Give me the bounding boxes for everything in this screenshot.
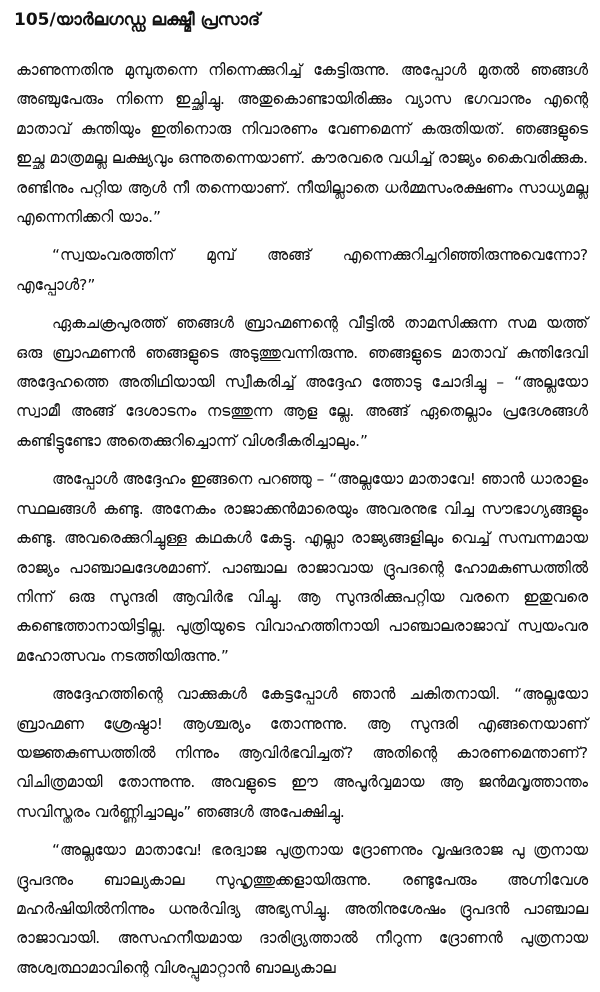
paragraph-1: കാണുന്നതിനു മുമ്പുതന്നെ നിന്നെക്കുറിച്ച് കേട്ടിരുന്നു. അപ്പോൾ മുതൽ ഞങ്ങൾ അഞ്ചുപേരും നിന്നെ ഇച്ഛിച്ചു. അതുകൊണ്ടായിരിക്കും വ്യാസ ഭഗവാനും എന്റെ മാതാവ് കുന്തിയും ഇതിനൊരു നിവാരണം വേണമെന്ന് കരുതിയത്. ഞങ്ങളുടെ ഇച്ഛ മാത്രമല്ല ലക്ഷ്യവും ഒന്നുതന്നെയാണ്. കൗരവരെ വധിച്ച് രാജ്യം കൈവരിക്കുക. രണ്ടിനും പറ്റിയ ആൾ നീ തന്നെയാണ്. നീയില്ലാതെ ധർമ്മസംരക്ഷണം സാധ്യമല്ല എന്നെനിക്കറി യാം.” (16, 61, 588, 227)
paragraph-4: അപ്പോൾ അദ്ദേഹം ഇങ്ങനെ പറഞ്ഞു – “അല്ലയോ മാതാവേ! ഞാൻ ധാരാളം സ്ഥലങ്ങൾ കണ്ടു. അനേകം രാജാക്കൻമാരെയും അവരനുഭ വിച്ച സൗഭാഗ്യങ്ങളും കണ്ടു. അവരെക്കുറിച്ചുള്ള കഥകൾ കേട്ടു. എല്ലാ രാജ്യങ്ങളിലും വെച്ച് സമ്പന്നമായ രാജ്യം പാഞ്ചാലദേശമാണ്. പാഞ്ചാല രാജാവായ ദ്രുപദന്റെ ഹോമകുണ്ഡത്തിൽ നിന്ന് ഒരു സുന്ദരി ആവിർഭ വിച്ചു. ആ സുന്ദരിക്കുപറ്റിയ വരനെ ഇതുവരെ കണ്ടെത്താനായിട്ടില്ല. പുത്രിയുടെ വിവാഹത്തിനായി പാഞ്ചാലരാജാവ് സ്വയംവര മഹോത്സവം നടത്തിയിരുന്നു.” (16, 470, 588, 665)
paragraph-3: ഏകചക്രപുരത്ത് ഞങ്ങൾ ബ്രാഹ്മണന്റെ വീട്ടിൽ താമസിക്കുന്ന സമ യത്ത് ഒരു ബ്രാഹ്മണൻ ഞങ്ങളുടെ അടുത്തുവന്നിരുന്നു. ഞങ്ങളുടെ മാതാവ് കുന്തിദേവി അദ്ദേഹത്തെ അതിഥിയായി സ്വീകരിച്ച് അദ്ദേഹ ത്തോടു ചോദിച്ചു – “അല്ലയോ സ്വാമീ അങ്ങ് ദേശാടനം നടത്തുന്ന ആള ല്ലേ. അങ്ങ് ഏതെല്ലാം പ്രദേശങ്ങൾ കണ്ടിട്ടുണ്ടോ അതെക്കുറിച്ചൊന്ന് വിശദീകരിച്ചാലും.” (16, 314, 588, 450)
author-name: യാർലഗഡ്ഡ ലക്ഷ്മീ പ്രസാദ് (55, 10, 261, 30)
paragraph-5: അദ്ദേഹത്തിന്റെ വാക്കുകൾ കേട്ടപ്പോൾ ഞാൻ ചകിതനായി. “അല്ലയോ ബ്രാഹ്മണ ശ്രേഷ്ഠാ! ആശ്ചര്യം തോന്നുന്നു. ആ സുന്ദരി എങ്ങനെയാണ് യജ്ഞകുണ്ഡത്തിൽ നിന്നും ആവിർഭവിച്ചത്? അതിന്റെ കാരണമെന്താണ്? വിചിത്രമായി തോന്നുന്നു. അവളുടെ ഈ അപൂർവ്വമായ ആ ജൻമവൃത്താന്തം സവിസ്തരം വർണ്ണിച്ചാലും” ഞങ്ങൾ അപേക്ഷിച്ചു. (16, 685, 588, 821)
paragraph-2: “സ്വയംവരത്തിന് മുമ്പ് അങ്ങ് എന്നെക്കുറിച്ചറിഞ്ഞിരുന്നുവെന്നോ? എപ്പോൾ?” (16, 246, 588, 294)
body-text (16, 56, 588, 992)
header-separator: / (49, 10, 56, 30)
page-number: 105 (14, 10, 50, 30)
paragraph-6: “അല്ലയോ മാതാവേ! ഭരദ്വാജ പുത്രനായ ദ്രോണനും വൃഷദരാജ പു ത്രനായ ദ്രുപദനും ബാല്യകാല സുഹൃത്തുക്കളായിരുന്നു. രണ്ടുപേരും അഗ്നിവേശ മഹർഷിയിൽനിന്നും ധനുർവിദ്യ അഭ്യസിച്ചു. അതിനുശേഷം ദ്രുപദൻ പാഞ്ചാല രാജാവായി. അസഹനീയമായ ദാരിദ്ര്യത്താൽ നീറുന്ന ദ്രോണൻ പുത്രനായ അശ്വത്ഥാമാവിന്റെ വിശപ്പുമാറ്റാൻ ബാല്യകാല (16, 841, 588, 977)
page-header (14, 8, 586, 32)
